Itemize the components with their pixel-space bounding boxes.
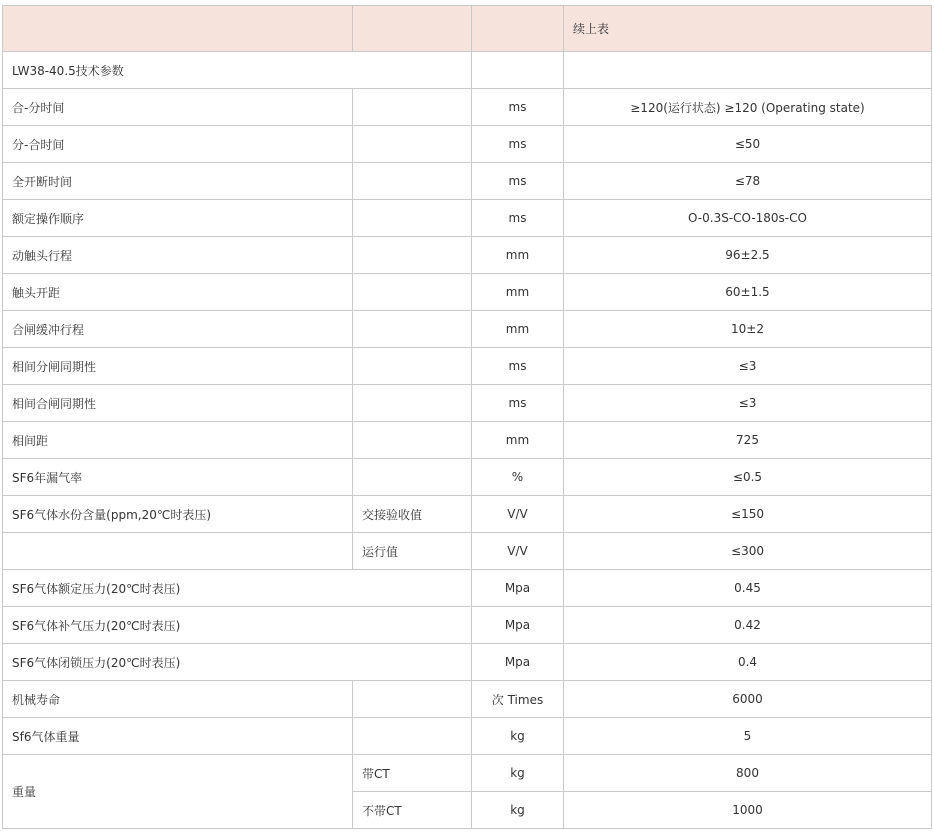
param-name: 相间合闸同期性 [3,385,353,422]
value: 10±2 [564,311,932,348]
unit: ms [472,200,564,237]
table-title-row [3,52,932,89]
value: ≥120(运行状态) ≥120 (Operating state) [564,89,932,126]
param-name: 合-分时间 [3,89,353,126]
value: 1000 [564,792,932,829]
value: 0.4 [564,644,932,681]
value: 6000 [564,681,932,718]
param-name: 重量 [3,755,353,829]
value: 5 [564,718,932,755]
param-name: SF6年漏气率 [3,459,353,496]
table-row [3,681,932,718]
unit: mm [472,274,564,311]
header-cell [472,6,564,52]
table-row [3,755,932,792]
param-name: 相间分闸同期性 [3,348,353,385]
param-name: 全开断时间 [3,163,353,200]
table-row [3,311,932,348]
param-name: 触头开距 [3,274,353,311]
unit: Mpa [472,644,564,681]
value: ≤50 [564,126,932,163]
unit: V/V [472,496,564,533]
value: ≤3 [564,385,932,422]
unit: ms [472,126,564,163]
table-row [3,459,932,496]
unit: V/V [472,533,564,570]
unit: kg [472,718,564,755]
condition-label: 不带CT [353,792,472,829]
header-cell [353,6,472,52]
value: ≤0.5 [564,459,932,496]
unit: ms [472,89,564,126]
value: 800 [564,755,932,792]
table-row [3,89,932,126]
table-row [3,126,932,163]
condition-label: 运行值 [353,533,472,570]
table-header-row [3,6,932,52]
table-row [3,348,932,385]
continued-label: 续上表 [564,6,932,52]
unit: ms [472,163,564,200]
unit: kg [472,755,564,792]
header-cell [3,6,353,52]
table-row [3,237,932,274]
table-row [3,718,932,755]
value: 0.45 [564,570,932,607]
param-name: Sf6气体重量 [3,718,353,755]
value: ≤150 [564,496,932,533]
unit: 次 Times [472,681,564,718]
table-row [3,607,932,644]
unit: kg [472,792,564,829]
table-row [3,422,932,459]
value: 0.42 [564,607,932,644]
value: ≤78 [564,163,932,200]
param-name: 分-合时间 [3,126,353,163]
value: ≤300 [564,533,932,570]
unit: Mpa [472,570,564,607]
table-row [3,570,932,607]
unit: mm [472,422,564,459]
param-name: 额定操作顺序 [3,200,353,237]
table-row [3,274,932,311]
param-name: 动触头行程 [3,237,353,274]
value: ≤3 [564,348,932,385]
param-name: SF6气体闭锁压力(20℃时表压) [3,644,472,681]
spec-table [2,5,932,829]
unit: mm [472,311,564,348]
param-name: SF6气体水份含量(ppm,20℃时表压) [3,496,353,533]
value: 725 [564,422,932,459]
table-row [3,200,932,237]
param-name: 机械寿命 [3,681,353,718]
unit: mm [472,237,564,274]
condition-label: 带CT [353,755,472,792]
table-row [3,644,932,681]
value: 96±2.5 [564,237,932,274]
unit: ms [472,385,564,422]
unit: ms [472,348,564,385]
table-title: LW38-40.5技术参数 [3,52,472,89]
param-name: SF6气体补气压力(20℃时表压) [3,607,472,644]
param-name: 合闸缓冲行程 [3,311,353,348]
param-name: SF6气体额定压力(20℃时表压) [3,570,472,607]
value: 60±1.5 [564,274,932,311]
table-row [3,496,932,533]
param-name: 相间距 [3,422,353,459]
unit: % [472,459,564,496]
condition-label: 交接验收值 [353,496,472,533]
value: O-0.3S-CO-180s-CO [564,200,932,237]
table-row [3,533,932,570]
table-row [3,385,932,422]
table-row [3,163,932,200]
unit: Mpa [472,607,564,644]
